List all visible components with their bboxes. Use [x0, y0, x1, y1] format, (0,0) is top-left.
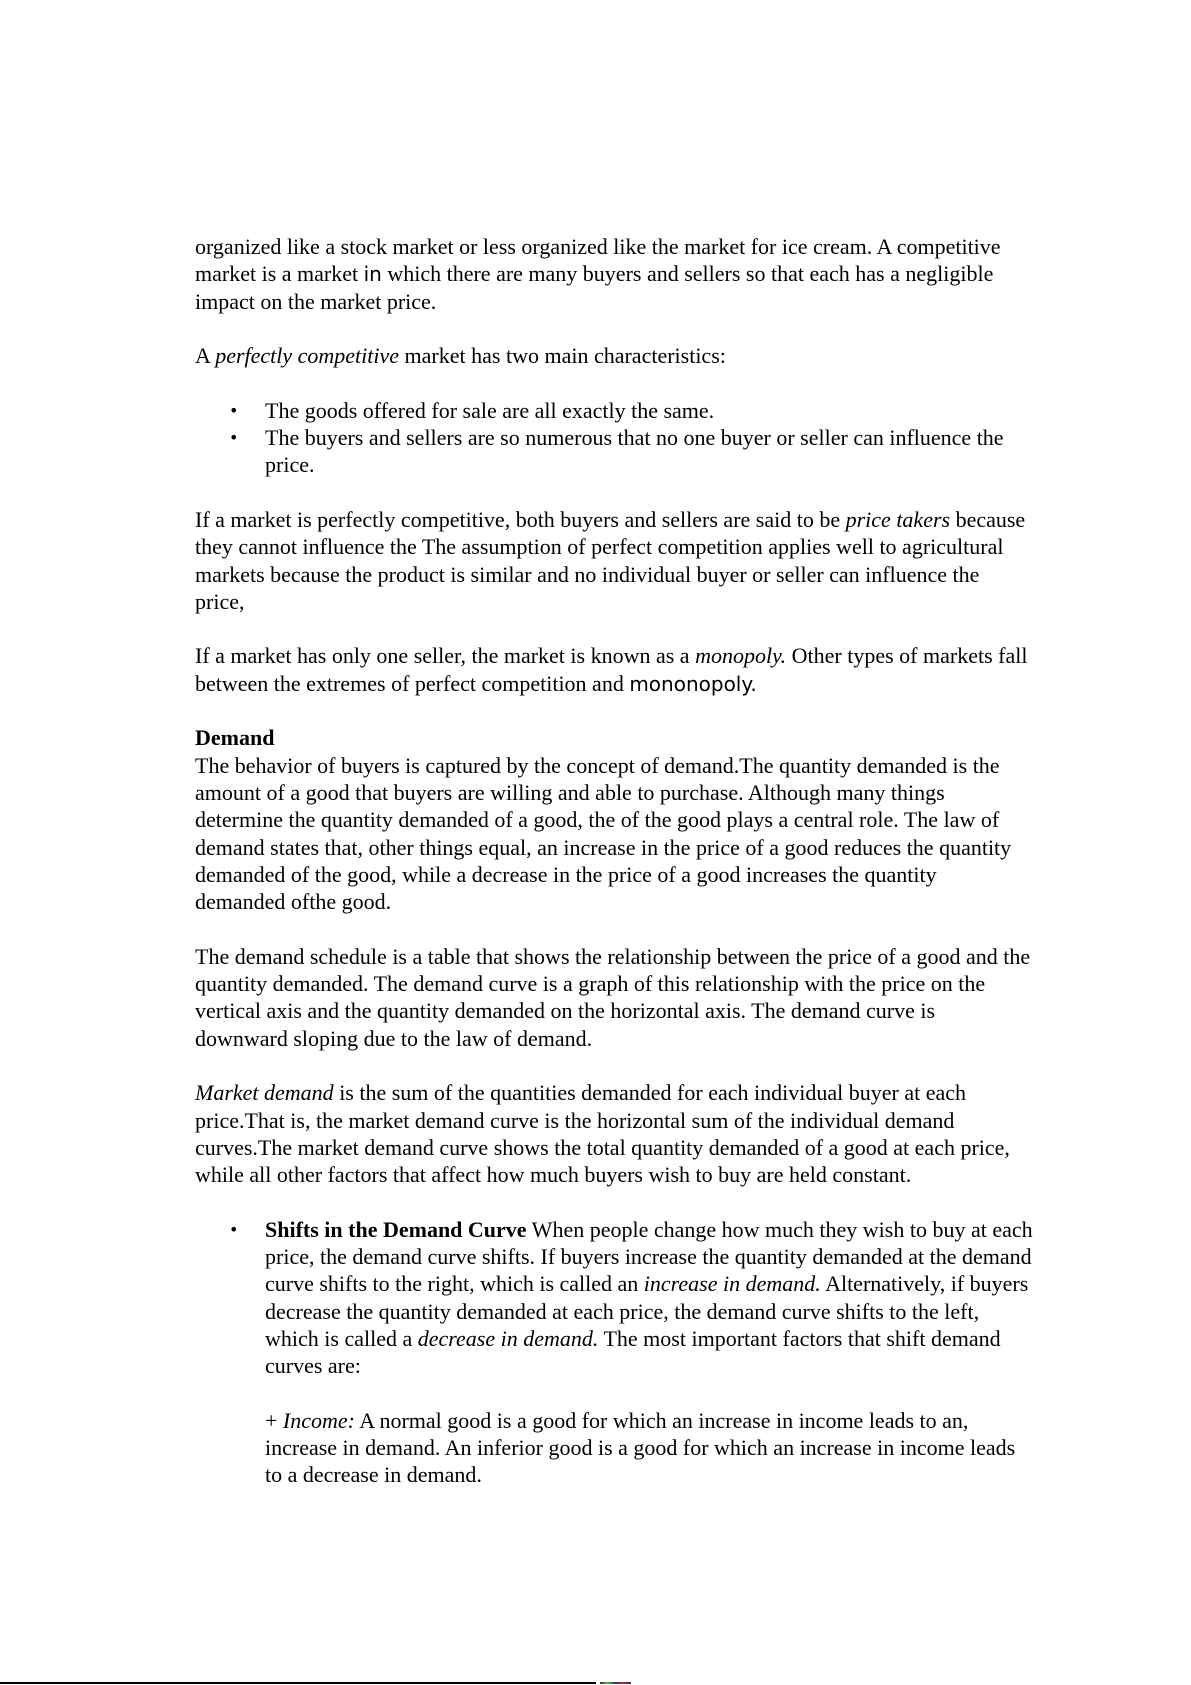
text-run: determine the quantity demanded of a good, the of the good plays a central role. The law of — [195, 807, 1000, 833]
blank-line — [195, 369, 1095, 396]
text-run: downward sloping due to the law of demand. — [195, 1025, 593, 1051]
text-run: impact on the market price. — [195, 288, 437, 314]
text-run: The demand schedule is a table that shows the relationship between the price of a good and the — [195, 943, 1031, 969]
text-line — [195, 1025, 1095, 1052]
text-run: amount of a good that buyers are willing and able to purchase. Although many things — [195, 779, 945, 805]
text-run: curves are: — [265, 1353, 361, 1379]
text-line — [195, 834, 1095, 861]
bullet-item-line — [195, 1216, 1095, 1243]
text-line — [195, 779, 1095, 806]
bold-text: Shifts in the Demand Curve — [265, 1216, 527, 1242]
text-line — [195, 342, 1095, 369]
text-run: while all other factors that affect how much buyers wish to buy are held constant. — [195, 1162, 912, 1188]
text-run: market is a market — [195, 261, 364, 287]
text-run: A — [195, 343, 216, 369]
text-line — [195, 1161, 1095, 1188]
text-line — [195, 861, 1095, 888]
blank-line — [195, 615, 1095, 642]
text-line — [195, 1079, 1095, 1106]
footer-mark — [600, 1682, 631, 1684]
text-line — [195, 670, 1095, 697]
bullet-icon: • — [229, 1219, 239, 1239]
text-run: price. — [265, 452, 315, 478]
blank-line — [195, 915, 1095, 942]
blank-line — [195, 1052, 1095, 1079]
text-run: because — [950, 506, 1026, 532]
text-run: organized like a stock market or less organized like the market for ice cream. A competitive — [195, 234, 1001, 259]
text-line — [195, 806, 1095, 833]
italic-text: price takers — [845, 506, 951, 532]
text-run: which is called a — [265, 1325, 418, 1351]
text-run: price, the demand curve shifts. If buyers increase the quantity demanded at the demand — [265, 1243, 1032, 1269]
italic-text: monopoly. — [695, 643, 787, 669]
bullet-icon: • — [229, 400, 239, 420]
text-line — [195, 724, 1095, 751]
text-run: markets because the product is similar and no individual buyer or seller can influence the — [195, 561, 980, 587]
text-line — [195, 997, 1095, 1024]
text-run: price.That is, the market demand curve is the horizontal sum of the individual demand — [195, 1107, 955, 1133]
text-run: Alternatively, if buyers — [820, 1271, 1029, 1297]
blank-line — [195, 1379, 1095, 1406]
text-run: between the extremes of perfect competition and — [195, 670, 630, 696]
text-line — [195, 1298, 1095, 1325]
text-line — [195, 888, 1095, 915]
text-line — [195, 233, 1095, 260]
text-line — [195, 451, 1095, 478]
text-run: demanded ofthe good. — [195, 889, 392, 915]
text-run: The most important factors that shift demand — [598, 1325, 1001, 1351]
text-line — [195, 288, 1095, 315]
text-run: curves.The market demand curve shows the total quantity demanded of a good at each price, — [195, 1134, 1010, 1160]
text-run: demand states that, other things equal, an increase in the price of a good reduces the quantity — [195, 834, 1012, 860]
text-run: Other types of markets fall — [786, 643, 1028, 669]
text-run: The behavior of buyers is captured by the concept of demand.The quantity demanded is the — [195, 752, 1000, 778]
text-line — [195, 1270, 1095, 1297]
bullet-icon: • — [229, 428, 239, 448]
text-line — [195, 1325, 1095, 1352]
text-run: demanded of the good, while a decrease in the price of a good increases the quantity — [195, 861, 937, 887]
text-line — [195, 1461, 1095, 1488]
text-run: A normal good is a good for which an increase in income leads to an, — [355, 1407, 969, 1433]
text-run: The buyers and sellers are so numerous that no one buyer or seller can influence the — [265, 425, 1004, 451]
document-body — [195, 233, 1095, 1489]
blank-line — [195, 479, 1095, 506]
text-line — [195, 642, 1095, 669]
text-line — [195, 260, 1095, 287]
text-run: If a market is perfectly competitive, both buyers and sellers are said to be — [195, 506, 846, 532]
text-line — [195, 1107, 1095, 1134]
text-run: When people change how much they wish to buy at each — [526, 1216, 1033, 1242]
italic-text: increase in demand. — [643, 1271, 821, 1297]
text-line — [195, 533, 1095, 560]
text-run: which there are many buyers and sellers so that each has a negligible — [381, 261, 994, 287]
text-run: curve shifts to the right, which is called an — [265, 1271, 644, 1297]
text-run: The goods offered for sale are all exactly the same. — [265, 397, 715, 423]
text-run: decrease the quantity demanded at each price, the demand curve shifts to the left, — [265, 1298, 980, 1324]
blank-line — [195, 697, 1095, 724]
text-run: If a market has only one seller, the market is known as a — [195, 643, 696, 669]
text-run: in — [363, 262, 382, 287]
text-run: they cannot influence the The assumption of perfect competition applies well to agricultural — [195, 534, 1004, 560]
text-line — [195, 588, 1095, 615]
text-line — [195, 1434, 1095, 1461]
bullet-item-line — [195, 424, 1095, 451]
bullet-item-line — [195, 397, 1095, 424]
italic-text: perfectly competitive — [215, 343, 400, 369]
text-line — [195, 970, 1095, 997]
text-line — [195, 1352, 1095, 1379]
italic-text: Income: — [282, 1407, 355, 1433]
text-run: quantity demanded. The demand curve is a graph of this relationship with the price on the — [195, 971, 986, 997]
footer-rule — [0, 1682, 596, 1684]
text-run: is the sum of the quantities demanded for each individual buyer at each — [333, 1080, 966, 1106]
italic-text: decrease in demand. — [417, 1325, 599, 1351]
text-line — [195, 1407, 1095, 1434]
blank-line — [195, 1188, 1095, 1215]
bold-text: Demand — [195, 725, 275, 751]
text-run: price, — [195, 588, 245, 614]
text-line — [195, 506, 1095, 533]
blank-line — [195, 315, 1095, 342]
text-run: increase in demand. An inferior good is a good for which an increase in income leads — [265, 1435, 1016, 1461]
text-run: market has two main characteristics: — [399, 343, 726, 369]
text-line — [195, 1134, 1095, 1161]
italic-text: Market demand — [195, 1080, 334, 1106]
text-run: to a decrease in demand. — [265, 1462, 482, 1488]
text-line — [195, 1243, 1095, 1270]
text-run: mononopoly. — [629, 671, 757, 696]
text-run: vertical axis and the quantity demanded on the horizontal axis. The demand curve is — [195, 998, 936, 1024]
text-line — [195, 943, 1095, 970]
text-line — [195, 752, 1095, 779]
text-line — [195, 561, 1095, 588]
text-run: + — [265, 1407, 283, 1433]
